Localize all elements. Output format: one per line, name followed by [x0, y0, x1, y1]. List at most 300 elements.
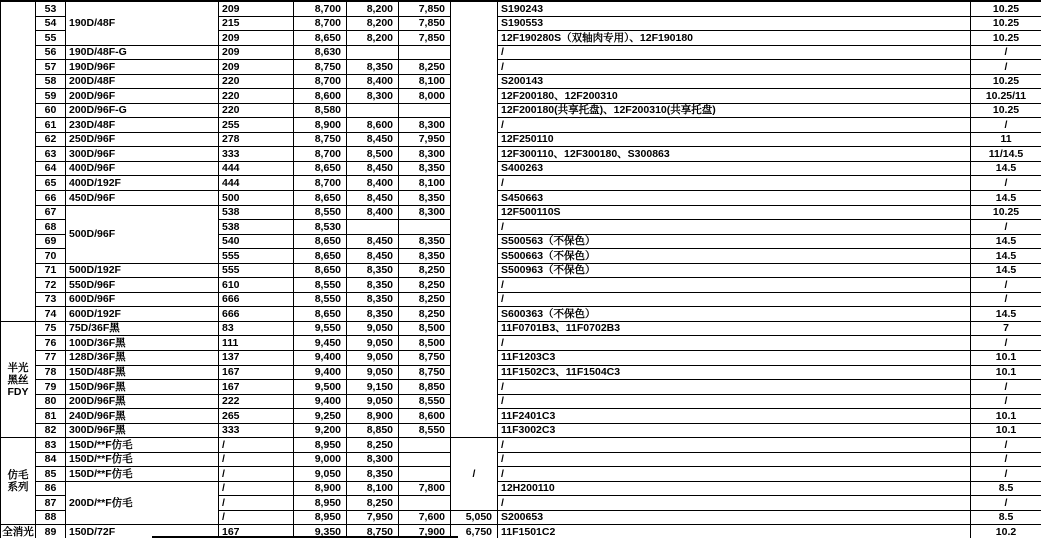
cell-qty-r57[interactable]: 209 — [219, 60, 294, 75]
cell-price2-r73[interactable]: 8,350 — [347, 293, 399, 308]
cell-price2-r77[interactable]: 9,050 — [347, 351, 399, 366]
cell-price3-r86[interactable]: 7,800 — [399, 482, 451, 497]
cell-spec-r81[interactable]: 240D/96F黑 — [66, 409, 219, 424]
cell-price1-r57[interactable]: 8,750 — [294, 60, 347, 75]
cell-code-r67[interactable]: 12F500110S — [498, 206, 971, 221]
cell-price3-r65[interactable]: 8,100 — [399, 176, 451, 191]
cell-qty-r79[interactable]: 167 — [219, 380, 294, 395]
cell-spec-r83[interactable]: 150D/**F仿毛 — [66, 438, 219, 453]
cell-spec-r65[interactable]: 400D/192F — [66, 176, 219, 191]
cell-price1-r85[interactable]: 9,050 — [294, 467, 347, 482]
cell-spec-r75[interactable]: 75D/36F黑 — [66, 322, 219, 337]
cell-rownum-r83[interactable]: 83 — [36, 438, 66, 453]
cell-rate-r59[interactable]: 10.25/11 — [971, 89, 1041, 104]
cell-rate-r84[interactable]: / — [971, 453, 1041, 468]
cell-rate-r67[interactable]: 10.25 — [971, 206, 1041, 221]
cell-rate-r62[interactable]: 11 — [971, 133, 1041, 148]
cell-rate-r70[interactable]: 14.5 — [971, 249, 1041, 264]
cell-price1-r69[interactable]: 8,650 — [294, 235, 347, 250]
cell-section-r75[interactable] — [1, 322, 36, 438]
cell-code-r79[interactable]: / — [498, 380, 971, 395]
cell-price2-r67[interactable]: 8,400 — [347, 206, 399, 221]
cell-rate-r64[interactable]: 14.5 — [971, 162, 1041, 177]
cell-code-r54[interactable]: S190553 — [498, 17, 971, 32]
cell-rownum-r85[interactable]: 85 — [36, 467, 66, 482]
cell-spec-r53[interactable]: 190D/48F — [66, 2, 219, 46]
cell-price1-r79[interactable]: 9,500 — [294, 380, 347, 395]
cell-qty-r68[interactable]: 538 — [219, 220, 294, 235]
cell-spec-r89[interactable]: 150D/72F — [66, 525, 219, 538]
cell-spec-r76[interactable]: 100D/36F黑 — [66, 336, 219, 351]
cell-price2-r57[interactable]: 8,350 — [347, 60, 399, 75]
cell-qty-r75[interactable]: 83 — [219, 322, 294, 337]
cell-price3-r73[interactable]: 8,250 — [399, 293, 451, 308]
cell-rownum-r67[interactable]: 67 — [36, 206, 66, 221]
cell-code-r64[interactable]: S400263 — [498, 162, 971, 177]
cell-price1-r62[interactable]: 8,750 — [294, 133, 347, 148]
cell-code-r74[interactable]: S600363（不保色） — [498, 307, 971, 322]
cell-rownum-r61[interactable]: 61 — [36, 118, 66, 133]
cell-price3-r57[interactable]: 8,250 — [399, 60, 451, 75]
cell-qty-r59[interactable]: 220 — [219, 89, 294, 104]
cell-code-r72[interactable]: / — [498, 278, 971, 293]
cell-code-r86[interactable]: 12H200110 — [498, 482, 971, 497]
cell-price3-r55[interactable]: 7,850 — [399, 31, 451, 46]
cell-qty-r72[interactable]: 610 — [219, 278, 294, 293]
cell-qty-r82[interactable]: 333 — [219, 424, 294, 439]
cell-price1-r73[interactable]: 8,550 — [294, 293, 347, 308]
cell-price2-r58[interactable]: 8,400 — [347, 75, 399, 90]
cell-rownum-r62[interactable]: 62 — [36, 133, 66, 148]
cell-price2-r56[interactable] — [347, 46, 399, 61]
cell-qty-r89[interactable]: 167 — [219, 525, 294, 538]
cell-price1-r72[interactable]: 8,550 — [294, 278, 347, 293]
cell-price2-r84[interactable]: 8,300 — [347, 453, 399, 468]
cell-price1-r84[interactable]: 9,000 — [294, 453, 347, 468]
cell-rownum-r56[interactable]: 56 — [36, 46, 66, 61]
cell-qty-r61[interactable]: 255 — [219, 118, 294, 133]
cell-price1-r59[interactable]: 8,600 — [294, 89, 347, 104]
section-label-line: 全消光 — [2, 526, 34, 538]
cell-price1-r86[interactable]: 8,900 — [294, 482, 347, 497]
cell-rate-r69[interactable]: 14.5 — [971, 235, 1041, 250]
cell-price2-r68[interactable] — [347, 220, 399, 235]
cell-rate-r58[interactable]: 10.25 — [971, 75, 1041, 90]
cell-price1-r61[interactable]: 8,900 — [294, 118, 347, 133]
cell-rate-r87[interactable]: / — [971, 496, 1041, 511]
cell-rate-r68[interactable]: / — [971, 220, 1041, 235]
cell-price3-r59[interactable]: 8,000 — [399, 89, 451, 104]
cell-price3-r54[interactable]: 7,850 — [399, 17, 451, 32]
cell-qty-r77[interactable]: 137 — [219, 351, 294, 366]
cell-price3-r78[interactable]: 8,750 — [399, 366, 451, 381]
cell-qty-r58[interactable]: 220 — [219, 75, 294, 90]
cell-price1-r88[interactable]: 8,950 — [294, 511, 347, 526]
cell-code-r77[interactable]: 11F1203C3 — [498, 351, 971, 366]
cell-price1-r75[interactable]: 9,550 — [294, 322, 347, 337]
cell-price2-r85[interactable]: 8,350 — [347, 467, 399, 482]
cell-qty-r70[interactable]: 555 — [219, 249, 294, 264]
cell-price3-r79[interactable]: 8,850 — [399, 380, 451, 395]
cell-price1-r66[interactable]: 8,650 — [294, 191, 347, 206]
cell-qty-r76[interactable]: 111 — [219, 336, 294, 351]
cell-spec-r82[interactable]: 300D/96F黑 — [66, 424, 219, 439]
cell-price3-r58[interactable]: 8,100 — [399, 75, 451, 90]
cell-price3-r68[interactable] — [399, 220, 451, 235]
cell-rate-r88[interactable]: 8.5 — [971, 511, 1041, 526]
cell-price2-r74[interactable]: 8,350 — [347, 307, 399, 322]
cell-code-r88[interactable]: S200653 — [498, 511, 971, 526]
cell-section-r83[interactable] — [1, 438, 36, 525]
cell-price2-r71[interactable]: 8,350 — [347, 264, 399, 279]
cell-code-r75[interactable]: 11F0701B3、11F0702B3 — [498, 322, 971, 337]
cell-price1-r89[interactable]: 9,350 — [294, 525, 347, 538]
cell-rownum-r78[interactable]: 78 — [36, 366, 66, 381]
cell-qty-r87[interactable]: / — [219, 496, 294, 511]
cell-extra-r88[interactable]: 5,050 — [451, 511, 498, 526]
cell-spec-r57[interactable]: 190D/96F — [66, 60, 219, 75]
section-label-line: FDY — [7, 385, 29, 398]
cell-code-r65[interactable]: / — [498, 176, 971, 191]
cell-price3-r85[interactable] — [399, 467, 451, 482]
cell-price3-r88[interactable]: 7,600 — [399, 511, 451, 526]
cell-rate-r89[interactable]: 10.2 — [971, 525, 1041, 538]
cell-rate-r71[interactable]: 14.5 — [971, 264, 1041, 279]
cell-price1-r74[interactable]: 8,650 — [294, 307, 347, 322]
cell-spec-r86[interactable]: 200D/**F仿毛 — [66, 482, 219, 526]
cell-price3-r71[interactable]: 8,250 — [399, 264, 451, 279]
cell-rate-r72[interactable]: / — [971, 278, 1041, 293]
cell-code-r71[interactable]: S500963（不保色） — [498, 264, 971, 279]
cell-qty-r83[interactable]: / — [219, 438, 294, 453]
cell-price1-r55[interactable]: 8,650 — [294, 31, 347, 46]
cell-price2-r65[interactable]: 8,400 — [347, 176, 399, 191]
cell-price3-r89[interactable]: 7,900 — [399, 525, 451, 538]
cell-rownum-r68[interactable]: 68 — [36, 220, 66, 235]
cell-rate-r83[interactable]: / — [971, 438, 1041, 453]
cell-qty-r71[interactable]: 555 — [219, 264, 294, 279]
cell-rownum-r88[interactable]: 88 — [36, 511, 66, 526]
cell-spec-r64[interactable]: 400D/96F — [66, 162, 219, 177]
cell-price1-r77[interactable]: 9,400 — [294, 351, 347, 366]
cell-qty-r53[interactable]: 209 — [219, 2, 294, 17]
cell-price1-r65[interactable]: 8,700 — [294, 176, 347, 191]
cell-qty-r55[interactable]: 209 — [219, 31, 294, 46]
cell-price2-r62[interactable]: 8,450 — [347, 133, 399, 148]
cell-price3-r66[interactable]: 8,350 — [399, 191, 451, 206]
cell-rownum-r82[interactable]: 82 — [36, 424, 66, 439]
cell-price2-r60[interactable] — [347, 104, 399, 119]
cell-rate-r54[interactable]: 10.25 — [971, 17, 1041, 32]
cell-rownum-r60[interactable]: 60 — [36, 104, 66, 119]
cell-code-r56[interactable]: / — [498, 46, 971, 61]
cell-code-r53[interactable]: S190243 — [498, 2, 971, 17]
cell-price2-r72[interactable]: 8,350 — [347, 278, 399, 293]
cell-price2-r80[interactable]: 9,050 — [347, 395, 399, 410]
cell-price3-r72[interactable]: 8,250 — [399, 278, 451, 293]
cell-rownum-r57[interactable]: 57 — [36, 60, 66, 75]
cell-rate-r55[interactable]: 10.25 — [971, 31, 1041, 46]
cell-price1-r67[interactable]: 8,550 — [294, 206, 347, 221]
cell-price1-r76[interactable]: 9,450 — [294, 336, 347, 351]
cell-code-r73[interactable]: / — [498, 293, 971, 308]
cell-rate-r61[interactable]: / — [971, 118, 1041, 133]
cell-qty-r73[interactable]: 666 — [219, 293, 294, 308]
cell-price3-r60[interactable] — [399, 104, 451, 119]
cell-rate-r60[interactable]: 10.25 — [971, 104, 1041, 119]
cell-price1-r78[interactable]: 9,400 — [294, 366, 347, 381]
cell-price2-r66[interactable]: 8,450 — [347, 191, 399, 206]
cell-price2-r87[interactable]: 8,250 — [347, 496, 399, 511]
cell-spec-r59[interactable]: 200D/96F — [66, 89, 219, 104]
cell-code-r82[interactable]: 11F3002C3 — [498, 424, 971, 439]
cell-code-r85[interactable]: / — [498, 467, 971, 482]
cell-price3-r77[interactable]: 8,750 — [399, 351, 451, 366]
cell-rownum-r76[interactable]: 76 — [36, 336, 66, 351]
cell-qty-r74[interactable]: 666 — [219, 307, 294, 322]
cell-price2-r86[interactable]: 8,100 — [347, 482, 399, 497]
cell-extra-r83[interactable]: / — [451, 438, 498, 511]
cell-price3-r53[interactable]: 7,850 — [399, 2, 451, 17]
cell-price2-r53[interactable]: 8,200 — [347, 2, 399, 17]
cell-code-r63[interactable]: 12F300110、12F300180、S300863 — [498, 147, 971, 162]
cell-rownum-r77[interactable]: 77 — [36, 351, 66, 366]
cell-spec-r72[interactable]: 550D/96F — [66, 278, 219, 293]
cell-price3-r80[interactable]: 8,550 — [399, 395, 451, 410]
cell-price1-r83[interactable]: 8,950 — [294, 438, 347, 453]
cell-rate-r66[interactable]: 14.5 — [971, 191, 1041, 206]
cell-price3-r84[interactable] — [399, 453, 451, 468]
cell-qty-r80[interactable]: 222 — [219, 395, 294, 410]
cell-qty-r81[interactable]: 265 — [219, 409, 294, 424]
cell-price2-r70[interactable]: 8,450 — [347, 249, 399, 264]
cell-price3-r63[interactable]: 8,300 — [399, 147, 451, 162]
cell-price2-r79[interactable]: 9,150 — [347, 380, 399, 395]
cell-rownum-r58[interactable]: 58 — [36, 75, 66, 90]
cell-rownum-r89[interactable]: 89 — [36, 525, 66, 538]
cell-rownum-r84[interactable]: 84 — [36, 453, 66, 468]
cell-code-r70[interactable]: S500663（不保色） — [498, 249, 971, 264]
cell-rate-r53[interactable]: 10.25 — [971, 2, 1041, 17]
cell-rownum-r54[interactable]: 54 — [36, 17, 66, 32]
cell-qty-r67[interactable]: 538 — [219, 206, 294, 221]
cell-rate-r63[interactable]: 11/14.5 — [971, 147, 1041, 162]
cell-rate-r56[interactable]: / — [971, 46, 1041, 61]
cell-price1-r70[interactable]: 8,650 — [294, 249, 347, 264]
cell-price1-r68[interactable]: 8,530 — [294, 220, 347, 235]
cell-spec-r62[interactable]: 250D/96F — [66, 133, 219, 148]
cell-price2-r82[interactable]: 8,850 — [347, 424, 399, 439]
cell-rate-r82[interactable]: 10.1 — [971, 424, 1041, 439]
cell-price1-r71[interactable]: 8,650 — [294, 264, 347, 279]
cell-spec-r56[interactable]: 190D/48F-G — [66, 46, 219, 61]
cell-section-r89[interactable] — [1, 525, 36, 538]
cell-spec-r58[interactable]: 200D/48F — [66, 75, 219, 90]
cell-price3-r67[interactable]: 8,300 — [399, 206, 451, 221]
cell-price2-r81[interactable]: 8,900 — [347, 409, 399, 424]
cell-price1-r80[interactable]: 9,400 — [294, 395, 347, 410]
cell-price1-r54[interactable]: 8,700 — [294, 17, 347, 32]
cell-spec-r66[interactable]: 450D/96F — [66, 191, 219, 206]
cell-price1-r63[interactable]: 8,700 — [294, 147, 347, 162]
cell-qty-r85[interactable]: / — [219, 467, 294, 482]
cell-qty-r84[interactable]: / — [219, 453, 294, 468]
cell-price1-r58[interactable]: 8,700 — [294, 75, 347, 90]
cell-rate-r80[interactable]: / — [971, 395, 1041, 410]
cell-rate-r81[interactable]: 10.1 — [971, 409, 1041, 424]
cell-price2-r55[interactable]: 8,200 — [347, 31, 399, 46]
cell-rownum-r79[interactable]: 79 — [36, 380, 66, 395]
cell-price2-r64[interactable]: 8,450 — [347, 162, 399, 177]
cell-qty-r60[interactable]: 220 — [219, 104, 294, 119]
cell-qty-r64[interactable]: 444 — [219, 162, 294, 177]
cell-spec-r80[interactable]: 200D/96F黑 — [66, 395, 219, 410]
cell-rownum-r66[interactable]: 66 — [36, 191, 66, 206]
cell-extra-r53[interactable] — [451, 2, 498, 438]
cell-code-r55[interactable]: 12F190280S（双轴肉专用）、12F190180 — [498, 31, 971, 46]
cell-price2-r76[interactable]: 9,050 — [347, 336, 399, 351]
cell-price2-r61[interactable]: 8,600 — [347, 118, 399, 133]
cell-code-r57[interactable]: / — [498, 60, 971, 75]
cell-rownum-r69[interactable]: 69 — [36, 235, 66, 250]
cell-price2-r75[interactable]: 9,050 — [347, 322, 399, 337]
cell-spec-r67[interactable]: 500D/96F — [66, 206, 219, 264]
cell-rownum-r63[interactable]: 63 — [36, 147, 66, 162]
section-label-line: 半光 — [7, 361, 29, 374]
cell-code-r59[interactable]: 12F200180、12F200310 — [498, 89, 971, 104]
cell-price1-r87[interactable]: 8,950 — [294, 496, 347, 511]
cell-code-r69[interactable]: S500563（不保色） — [498, 235, 971, 250]
cell-price2-r63[interactable]: 8,500 — [347, 147, 399, 162]
cell-price1-r53[interactable]: 8,700 — [294, 2, 347, 17]
cell-rate-r86[interactable]: 8.5 — [971, 482, 1041, 497]
cell-price2-r88[interactable]: 7,950 — [347, 511, 399, 526]
cell-spec-r60[interactable]: 200D/96F-G — [66, 104, 219, 119]
cell-rate-r75[interactable]: 7 — [971, 322, 1041, 337]
cell-price3-r82[interactable]: 8,550 — [399, 424, 451, 439]
cell-price2-r83[interactable]: 8,250 — [347, 438, 399, 453]
cell-code-r78[interactable]: 11F1502C3、11F1504C3 — [498, 366, 971, 381]
cell-code-r83[interactable]: / — [498, 438, 971, 453]
cell-rownum-r74[interactable]: 74 — [36, 307, 66, 322]
cell-price3-r64[interactable]: 8,350 — [399, 162, 451, 177]
cell-code-r58[interactable]: S200143 — [498, 75, 971, 90]
cell-spec-r74[interactable]: 600D/192F — [66, 307, 219, 322]
cell-price3-r76[interactable]: 8,500 — [399, 336, 451, 351]
cell-price1-r82[interactable]: 9,200 — [294, 424, 347, 439]
cell-price3-r81[interactable]: 8,600 — [399, 409, 451, 424]
cell-qty-r63[interactable]: 333 — [219, 147, 294, 162]
cell-code-r89[interactable]: 11F1501C2 — [498, 525, 971, 538]
cell-code-r60[interactable]: 12F200180(共享托盘)、12F200310(共享托盘) — [498, 104, 971, 119]
cell-price2-r59[interactable]: 8,300 — [347, 89, 399, 104]
cell-rate-r77[interactable]: 10.1 — [971, 351, 1041, 366]
cell-rownum-r81[interactable]: 81 — [36, 409, 66, 424]
cell-qty-r65[interactable]: 444 — [219, 176, 294, 191]
cell-rownum-r72[interactable]: 72 — [36, 278, 66, 293]
cell-code-r80[interactable]: / — [498, 395, 971, 410]
cell-spec-r79[interactable]: 150D/96F黑 — [66, 380, 219, 395]
cell-code-r61[interactable]: / — [498, 118, 971, 133]
cell-qty-r66[interactable]: 500 — [219, 191, 294, 206]
cell-code-r76[interactable]: / — [498, 336, 971, 351]
cell-qty-r86[interactable]: / — [219, 482, 294, 497]
cell-qty-r69[interactable]: 540 — [219, 235, 294, 250]
cell-qty-r56[interactable]: 209 — [219, 46, 294, 61]
cell-price1-r64[interactable]: 8,650 — [294, 162, 347, 177]
cell-code-r81[interactable]: 11F2401C3 — [498, 409, 971, 424]
cell-rownum-r75[interactable]: 75 — [36, 322, 66, 337]
cell-price3-r70[interactable]: 8,350 — [399, 249, 451, 264]
cell-price1-r81[interactable]: 9,250 — [294, 409, 347, 424]
cell-price1-r60[interactable]: 8,580 — [294, 104, 347, 119]
cell-extra-r89[interactable]: 6,750 — [451, 525, 498, 538]
cell-qty-r54[interactable]: 215 — [219, 17, 294, 32]
cell-rate-r57[interactable]: / — [971, 60, 1041, 75]
cell-spec-r77[interactable]: 128D/36F黑 — [66, 351, 219, 366]
cell-code-r84[interactable]: / — [498, 453, 971, 468]
cell-spec-r84[interactable]: 150D/**F仿毛 — [66, 453, 219, 468]
cell-spec-r63[interactable]: 300D/96F — [66, 147, 219, 162]
cell-spec-r78[interactable]: 150D/48F黑 — [66, 366, 219, 381]
cell-code-r66[interactable]: S450663 — [498, 191, 971, 206]
cell-code-r87[interactable]: / — [498, 496, 971, 511]
cell-price3-r83[interactable] — [399, 438, 451, 453]
cell-spec-r73[interactable]: 600D/96F — [66, 293, 219, 308]
cell-qty-r88[interactable]: / — [219, 511, 294, 526]
cell-rate-r78[interactable]: 10.1 — [971, 366, 1041, 381]
cell-price3-r74[interactable]: 8,250 — [399, 307, 451, 322]
cell-spec-r85[interactable]: 150D/**F仿毛 — [66, 467, 219, 482]
cell-section-r53[interactable] — [1, 2, 36, 322]
cell-rownum-r64[interactable]: 64 — [36, 162, 66, 177]
cell-rate-r65[interactable]: / — [971, 176, 1041, 191]
cell-price2-r69[interactable]: 8,450 — [347, 235, 399, 250]
cell-qty-r78[interactable]: 167 — [219, 366, 294, 381]
cell-rate-r74[interactable]: 14.5 — [971, 307, 1041, 322]
cell-rate-r73[interactable]: / — [971, 293, 1041, 308]
cell-spec-r71[interactable]: 500D/192F — [66, 264, 219, 279]
cell-rownum-r87[interactable]: 87 — [36, 496, 66, 511]
cell-price2-r54[interactable]: 8,200 — [347, 17, 399, 32]
cell-price3-r56[interactable] — [399, 46, 451, 61]
cell-code-r62[interactable]: 12F250110 — [498, 133, 971, 148]
cell-rownum-r55[interactable]: 55 — [36, 31, 66, 46]
cell-rate-r85[interactable]: / — [971, 467, 1041, 482]
cell-spec-r61[interactable]: 230D/48F — [66, 118, 219, 133]
cell-price3-r61[interactable]: 8,300 — [399, 118, 451, 133]
cell-rownum-r86[interactable]: 86 — [36, 482, 66, 497]
cell-qty-r62[interactable]: 278 — [219, 133, 294, 148]
cell-price3-r87[interactable] — [399, 496, 451, 511]
cell-rate-r79[interactable]: / — [971, 380, 1041, 395]
cell-price2-r78[interactable]: 9,050 — [347, 366, 399, 381]
cell-rate-r76[interactable]: / — [971, 336, 1041, 351]
cell-rownum-r53[interactable]: 53 — [36, 2, 66, 17]
cell-price3-r69[interactable]: 8,350 — [399, 235, 451, 250]
cell-price3-r62[interactable]: 7,950 — [399, 133, 451, 148]
cell-price3-r75[interactable]: 8,500 — [399, 322, 451, 337]
cell-rownum-r80[interactable]: 80 — [36, 395, 66, 410]
cell-price1-r56[interactable]: 8,630 — [294, 46, 347, 61]
cell-rownum-r65[interactable]: 65 — [36, 176, 66, 191]
cell-code-r68[interactable]: / — [498, 220, 971, 235]
cell-rownum-r73[interactable]: 73 — [36, 293, 66, 308]
cell-rownum-r71[interactable]: 71 — [36, 264, 66, 279]
cell-rownum-r70[interactable]: 70 — [36, 249, 66, 264]
cell-price2-r89[interactable]: 8,750 — [347, 525, 399, 538]
cell-rownum-r59[interactable]: 59 — [36, 89, 66, 104]
